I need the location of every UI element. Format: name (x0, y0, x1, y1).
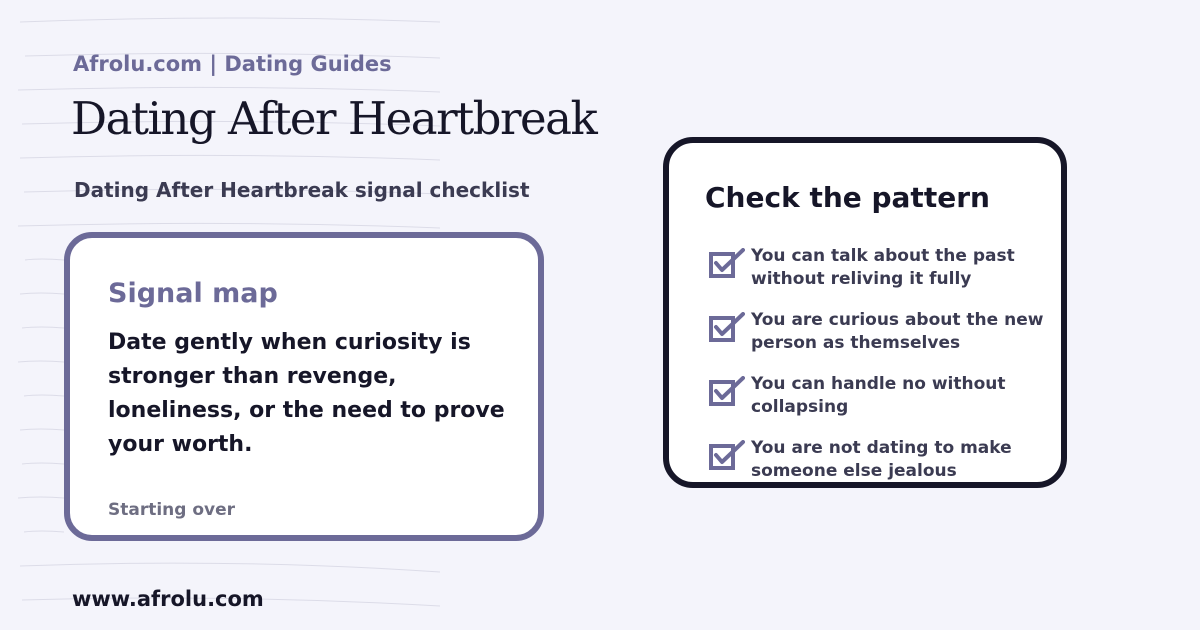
checkbox-checked-icon (709, 312, 745, 342)
signal-card-tag: Starting over (108, 500, 236, 520)
checklist-title: Check the pattern (705, 181, 990, 214)
signal-map-card (64, 232, 544, 541)
checklist-item-text: You can handle no without collapsing (751, 374, 1006, 417)
site-brand: Afrolu.com | Dating Guides (73, 52, 392, 76)
checklist-item (709, 376, 1049, 426)
checklist-item (709, 440, 1049, 488)
footer-url: www.afrolu.com (72, 587, 264, 611)
checklist-item (709, 312, 1049, 362)
checklist-item (709, 248, 1049, 298)
signal-card-title: Signal map (108, 278, 278, 309)
checklist-item-text: You are not dating to make someone else jealous (751, 438, 1012, 481)
checkbox-checked-icon (709, 376, 745, 406)
checklist-card (663, 137, 1067, 488)
checkbox-checked-icon (709, 248, 745, 278)
checklist-item-text: You can talk about the past without reliving it fully (751, 246, 1015, 289)
page-subtitle: Dating After Heartbreak signal checklist (74, 178, 530, 202)
page-title: Dating After Heartbreak (71, 92, 597, 145)
checklist-item-text: You are curious about the new person as themselves (751, 310, 1044, 353)
signal-card-text: Date gently when curiosity is stronger than revenge, loneliness, or the need to prove your worth. (108, 330, 505, 457)
checkbox-checked-icon (709, 440, 745, 470)
